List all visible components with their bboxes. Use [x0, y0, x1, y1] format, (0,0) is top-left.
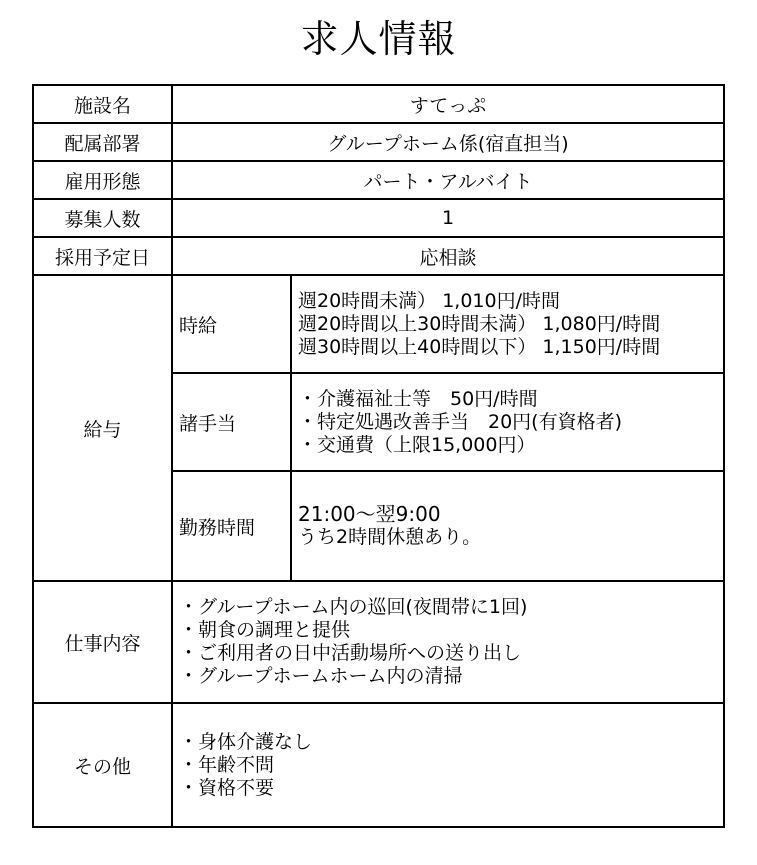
other-line: ・身体介護なし [179, 730, 313, 753]
row-employment [33, 161, 724, 199]
department-label: 配属部署 [33, 123, 172, 161]
recruits-value: 1 [172, 199, 724, 237]
row-recruits [33, 199, 724, 237]
department-value: グループホーム係(宿直担当) [172, 123, 724, 161]
other-label: その他 [33, 703, 172, 827]
other-line: ・年齢不問 [179, 753, 275, 776]
facility-label: 施設名 [33, 85, 172, 123]
other-value [172, 703, 724, 827]
job-line: ・グループホームホーム内の清掃 [179, 665, 463, 687]
job-info-table [32, 84, 725, 828]
job-line: ・朝食の調理と提供 [179, 619, 351, 641]
recruits-label: 募集人数 [33, 199, 172, 237]
facility-value: すてっぷ [172, 85, 724, 123]
hire-date-label: 採用予定日 [33, 237, 172, 275]
hire-date-value: 応相談 [172, 237, 724, 275]
hours-label: 勤務時間 [172, 471, 291, 581]
other-line: ・資格不要 [179, 776, 275, 799]
hourly-value [291, 275, 724, 373]
hourly-line: 週30時間以上40時間以下） 1,150円/時間 [298, 335, 661, 358]
allowance-line: ・特定処遇改善手当 20円(有資格者) [298, 410, 623, 433]
job-value [172, 581, 724, 703]
row-job [33, 581, 724, 703]
allowances-value [291, 373, 724, 471]
job-line: ・ご利用者の日中活動場所への送り出し [179, 642, 522, 664]
allowances-label: 諸手当 [172, 373, 291, 471]
allowance-line: ・交通費（上限15,000円） [298, 433, 536, 456]
salary-label: 給与 [33, 275, 172, 581]
hours-value [291, 471, 724, 581]
hours-line: 21:00～翌9:00 [298, 502, 441, 526]
hourly-line: 週20時間未満） 1,010円/時間 [298, 289, 561, 312]
row-department [33, 123, 724, 161]
page-title: 求人情報 [300, 17, 457, 61]
hourly-line: 週20時間以上30時間未満） 1,080円/時間 [298, 312, 661, 335]
job-line: ・グループホーム内の巡回(夜間帯に1回) [179, 596, 528, 618]
row-salary-hourly [33, 275, 724, 373]
job-label: 仕事内容 [33, 581, 172, 703]
row-other [33, 703, 724, 827]
hours-line: うち2時間休憩あり。 [298, 526, 482, 548]
row-facility [33, 85, 724, 123]
row-hire-date [33, 237, 724, 275]
employment-value: パート・アルバイト [172, 161, 724, 199]
hourly-label: 時給 [172, 275, 291, 373]
employment-label: 雇用形態 [33, 161, 172, 199]
allowance-line: ・介護福祉士等 50円/時間 [298, 387, 538, 410]
